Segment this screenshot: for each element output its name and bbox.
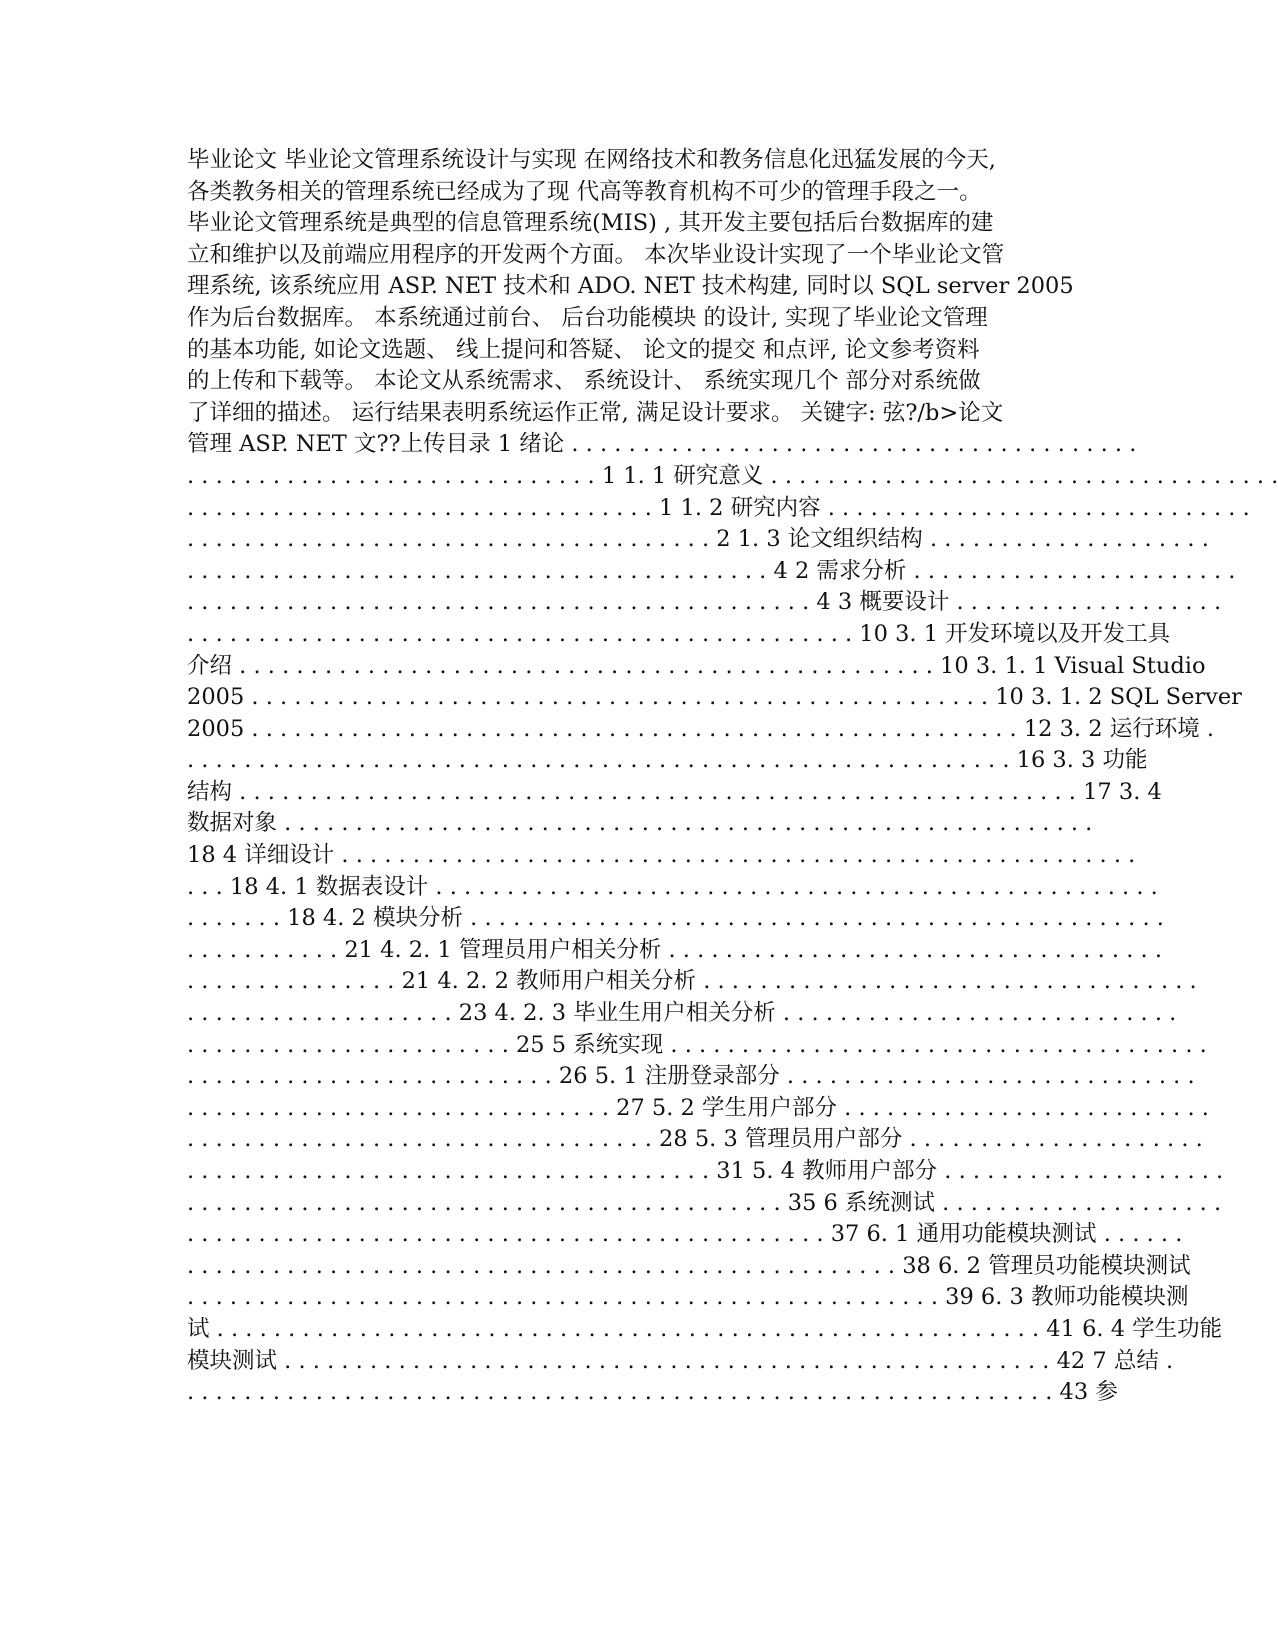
toc-line: . . . . . . . . . . . . . . . . . . . . . . . . . . . . . . . . . . . . . . . . . . . . 4 3 概要设计 . . . . . . . . . . . . . . . . . . . [187,589,1222,616]
toc-line: 18 4 详细设计 . . . . . . . . . . . . . . . . . . . . . . . . . . . . . . . . . . . . . . . . . . . . . . . . . . . . . . . . [187,842,1136,869]
toc-line: . . . 18 4. 1 数据表设计 . . . . . . . . . . . . . . . . . . . . . . . . . . . . . . . . . . . . . . . . . . . . . . . . . . . [187,873,1158,900]
toc-line: . . . . . . . . . . . . . . . . . . . . . . . . . . . . . 1 1. 1 研究意义 . . . . . . . . . . . . . . . . . . . . . . . . . . . . . . . . . . . . [187,462,1278,489]
text-line: 的基本功能, 如论文选题、 线上提问和答疑、 论文的提交 和点评, 论文参考资料 [187,336,980,363]
toc-line: . . . . . . . . . . . . . . . . . . . . . . . . . . . . . . . . . . . . . . . . . . . . . . . . . . . . . . . . . . 16 3. 3 功能 [187,747,1148,774]
toc-line: 试 . . . . . . . . . . . . . . . . . . . . . . . . . . . . . . . . . . . . . . . . . . . . . . . . . . . . . . . . . . 41 6. 4 学生功能 [187,1315,1223,1342]
toc-line: 模块测试 . . . . . . . . . . . . . . . . . . . . . . . . . . . . . . . . . . . . . . . . . . . . . . . . . . . . . . 42 7 总结 . [187,1347,1174,1374]
toc-line: . . . . . . . . . . . . . . . . . . . . . . . . . . . . . . . . . . . . . 31 5. 4 教师用户部分 . . . . . . . . . . . . . . . . . . . . [187,1158,1224,1184]
toc-line: . . . . . . . . . . . . . . . . . . . . . . . . . . . . . . . . . 1 1. 2 研究内容 . . . . . . . . . . . . . . . . . . . . . . . . . . . . . . [187,494,1250,521]
toc-line: . . . . . . . . . . . 21 4. 2. 1 管理员用户相关分析 . . . . . . . . . . . . . . . . . . . . . . . . . . . . . . . . . . . [187,936,1162,963]
toc-line: . . . . . . . . . . . . . . . . . . . . . . . . . . 26 5. 1 注册登录部分 . . . . . . . . . . . . . . . . . . . . . . . . . . . . . [187,1063,1195,1090]
text-line: 的上传和下载等。 本论文从系统需求、 系统设计、 系统实现几个 部分对系统做 [187,368,981,395]
toc-line: . . . . . . . . . . . . . . . . . . . . . . . . . . . . . . . . . . . . . . . . . . . . . 37 6. 1 通用功能模块测试 . . . . . . [187,1221,1183,1248]
text-line: 作为后台数据库。 本系统通过前台、 后台功能模块 的设计, 实现了毕业论文管理 [187,304,988,331]
toc-line: 2005 . . . . . . . . . . . . . . . . . . . . . . . . . . . . . . . . . . . . . . . . . . . . . . . . . . . . . . 12 3. 2 运行环境 . [187,715,1215,742]
document-body [187,145,1278,1409]
toc-line: 介绍 . . . . . . . . . . . . . . . . . . . . . . . . . . . . . . . . . . . . . . . . . . . . . . . . . 10 3. 1. 1 Visual Studio [187,652,1206,679]
toc-line: . . . . . . . . . . . . . . . . . . . . . . . . . . . . . . . . . . . . . . . . . . . . . . . . . . 38 6. 2 管理员功能模块测试 [187,1252,1191,1279]
toc-line: . . . . . . . . . . . . . . . . . . . . . . . . . . . . . . . . . . . . . 2 1. 3 论文组织结构 . . . . . . . . . . . . . . . . . . . . [187,526,1209,553]
toc-line: . . . . . . . 18 4. 2 模块分析 . . . . . . . . . . . . . . . . . . . . . . . . . . . . . . . . . . . . . . . . . . . . . . . . . [187,905,1164,932]
text-line: 立和维护以及前端应用程序的开发两个方面。 本次毕业设计实现了一个毕业论文管 [187,241,1005,268]
toc-line: . . . . . . . . . . . . . . . . . . . . . . . . . . . . . . . . . . . . . . . . . . . . . . . . . . . . . . . . . . . . . 43 参 [187,1379,1118,1406]
toc-line: 2005 . . . . . . . . . . . . . . . . . . . . . . . . . . . . . . . . . . . . . . . . . . . . . . . . . . . . 10 3. 1. 2 SQL Server [187,684,1242,711]
text-line: 理系统, 该系统应用 ASP. NET 技术和 ADO. NET 技术构建, 同时以 SQL server 2005 [187,273,1074,300]
toc-line: . . . . . . . . . . . . . . . . . . . . . . . . . . . . . . . . . . . . . . . . . . . . . . . . . . . . . 39 6. 3 教师功能模块测 [187,1284,1189,1311]
toc-line: . . . . . . . . . . . . . . . 21 4. 2. 2 教师用户相关分析 . . . . . . . . . . . . . . . . . . . . . . . . . . . . . . . . . . . [187,968,1197,995]
toc-line: 结构 . . . . . . . . . . . . . . . . . . . . . . . . . . . . . . . . . . . . . . . . . . . . . . . . . . . . . . . . . . . 17 3. 4 [187,778,1162,805]
toc-line: . . . . . . . . . . . . . . . . . . . . . . . 25 5 系统实现 . . . . . . . . . . . . . . . . . . . . . . . . . . . . . . . . . . . . . . [187,1031,1207,1058]
text-line: 各类教务相关的管理系统已经成为了现 代高等教育机构不可少的管理手段之一。 [187,178,982,205]
toc-line: . . . . . . . . . . . . . . . . . . . . . . . . . . . . . . . . . . . . . . . . . . . . . . . 10 3. 1 开发环境以及开发工具 [187,620,1171,647]
toc-line: . . . . . . . . . . . . . . . . . . . . . . . . . . . . . . . . . . . . . . . . . . 35 6 系统测试 . . . . . . . . . . . . . . . . . . . . [187,1189,1222,1216]
toc-line: . . . . . . . . . . . . . . . . . . . . . . . . . . . . . . . . . . . . . . . . . 4 2 需求分析 . . . . . . . . . . . . . . . . . . . . . . . [187,557,1236,584]
text-line: 毕业论文管理系统是典型的信息管理系统(MIS) , 其开发主要包括后台数据库的建 [187,210,994,237]
toc-line: . . . . . . . . . . . . . . . . . . . 23 4. 2. 3 毕业生用户相关分析 . . . . . . . . . . . . . . . . . . . . . . . . . . . . [187,1000,1177,1027]
text-line: 了详细的描述。 运行结果表明系统运作正常, 满足设计要求。 关键字: 弦?/b>论文 [187,399,1004,426]
toc-line: . . . . . . . . . . . . . . . . . . . . . . . . . . . . . . . . . 28 5. 3 管理员用户部分 . . . . . . . . . . . . . . . . . . . . . [187,1126,1203,1153]
toc-line: 数据对象 . . . . . . . . . . . . . . . . . . . . . . . . . . . . . . . . . . . . . . . . . . . . . . . . . . . . . . . . . [187,810,1093,837]
text-line: 毕业论文 毕业论文管理系统设计与实现 在网络技术和教务信息化迅猛发展的今天, [187,147,996,173]
toc-line: . . . . . . . . . . . . . . . . . . . . . . . . . . . . . . 27 5. 2 学生用户部分 . . . . . . . . . . . . . . . . . . . . . . . . . . [187,1094,1209,1121]
toc-line: 管理 ASP. NET 文??上传目录 1 绪论 . . . . . . . . . . . . . . . . . . . . . . . . . . . . . . . . . . . . . . . . [187,431,1137,458]
